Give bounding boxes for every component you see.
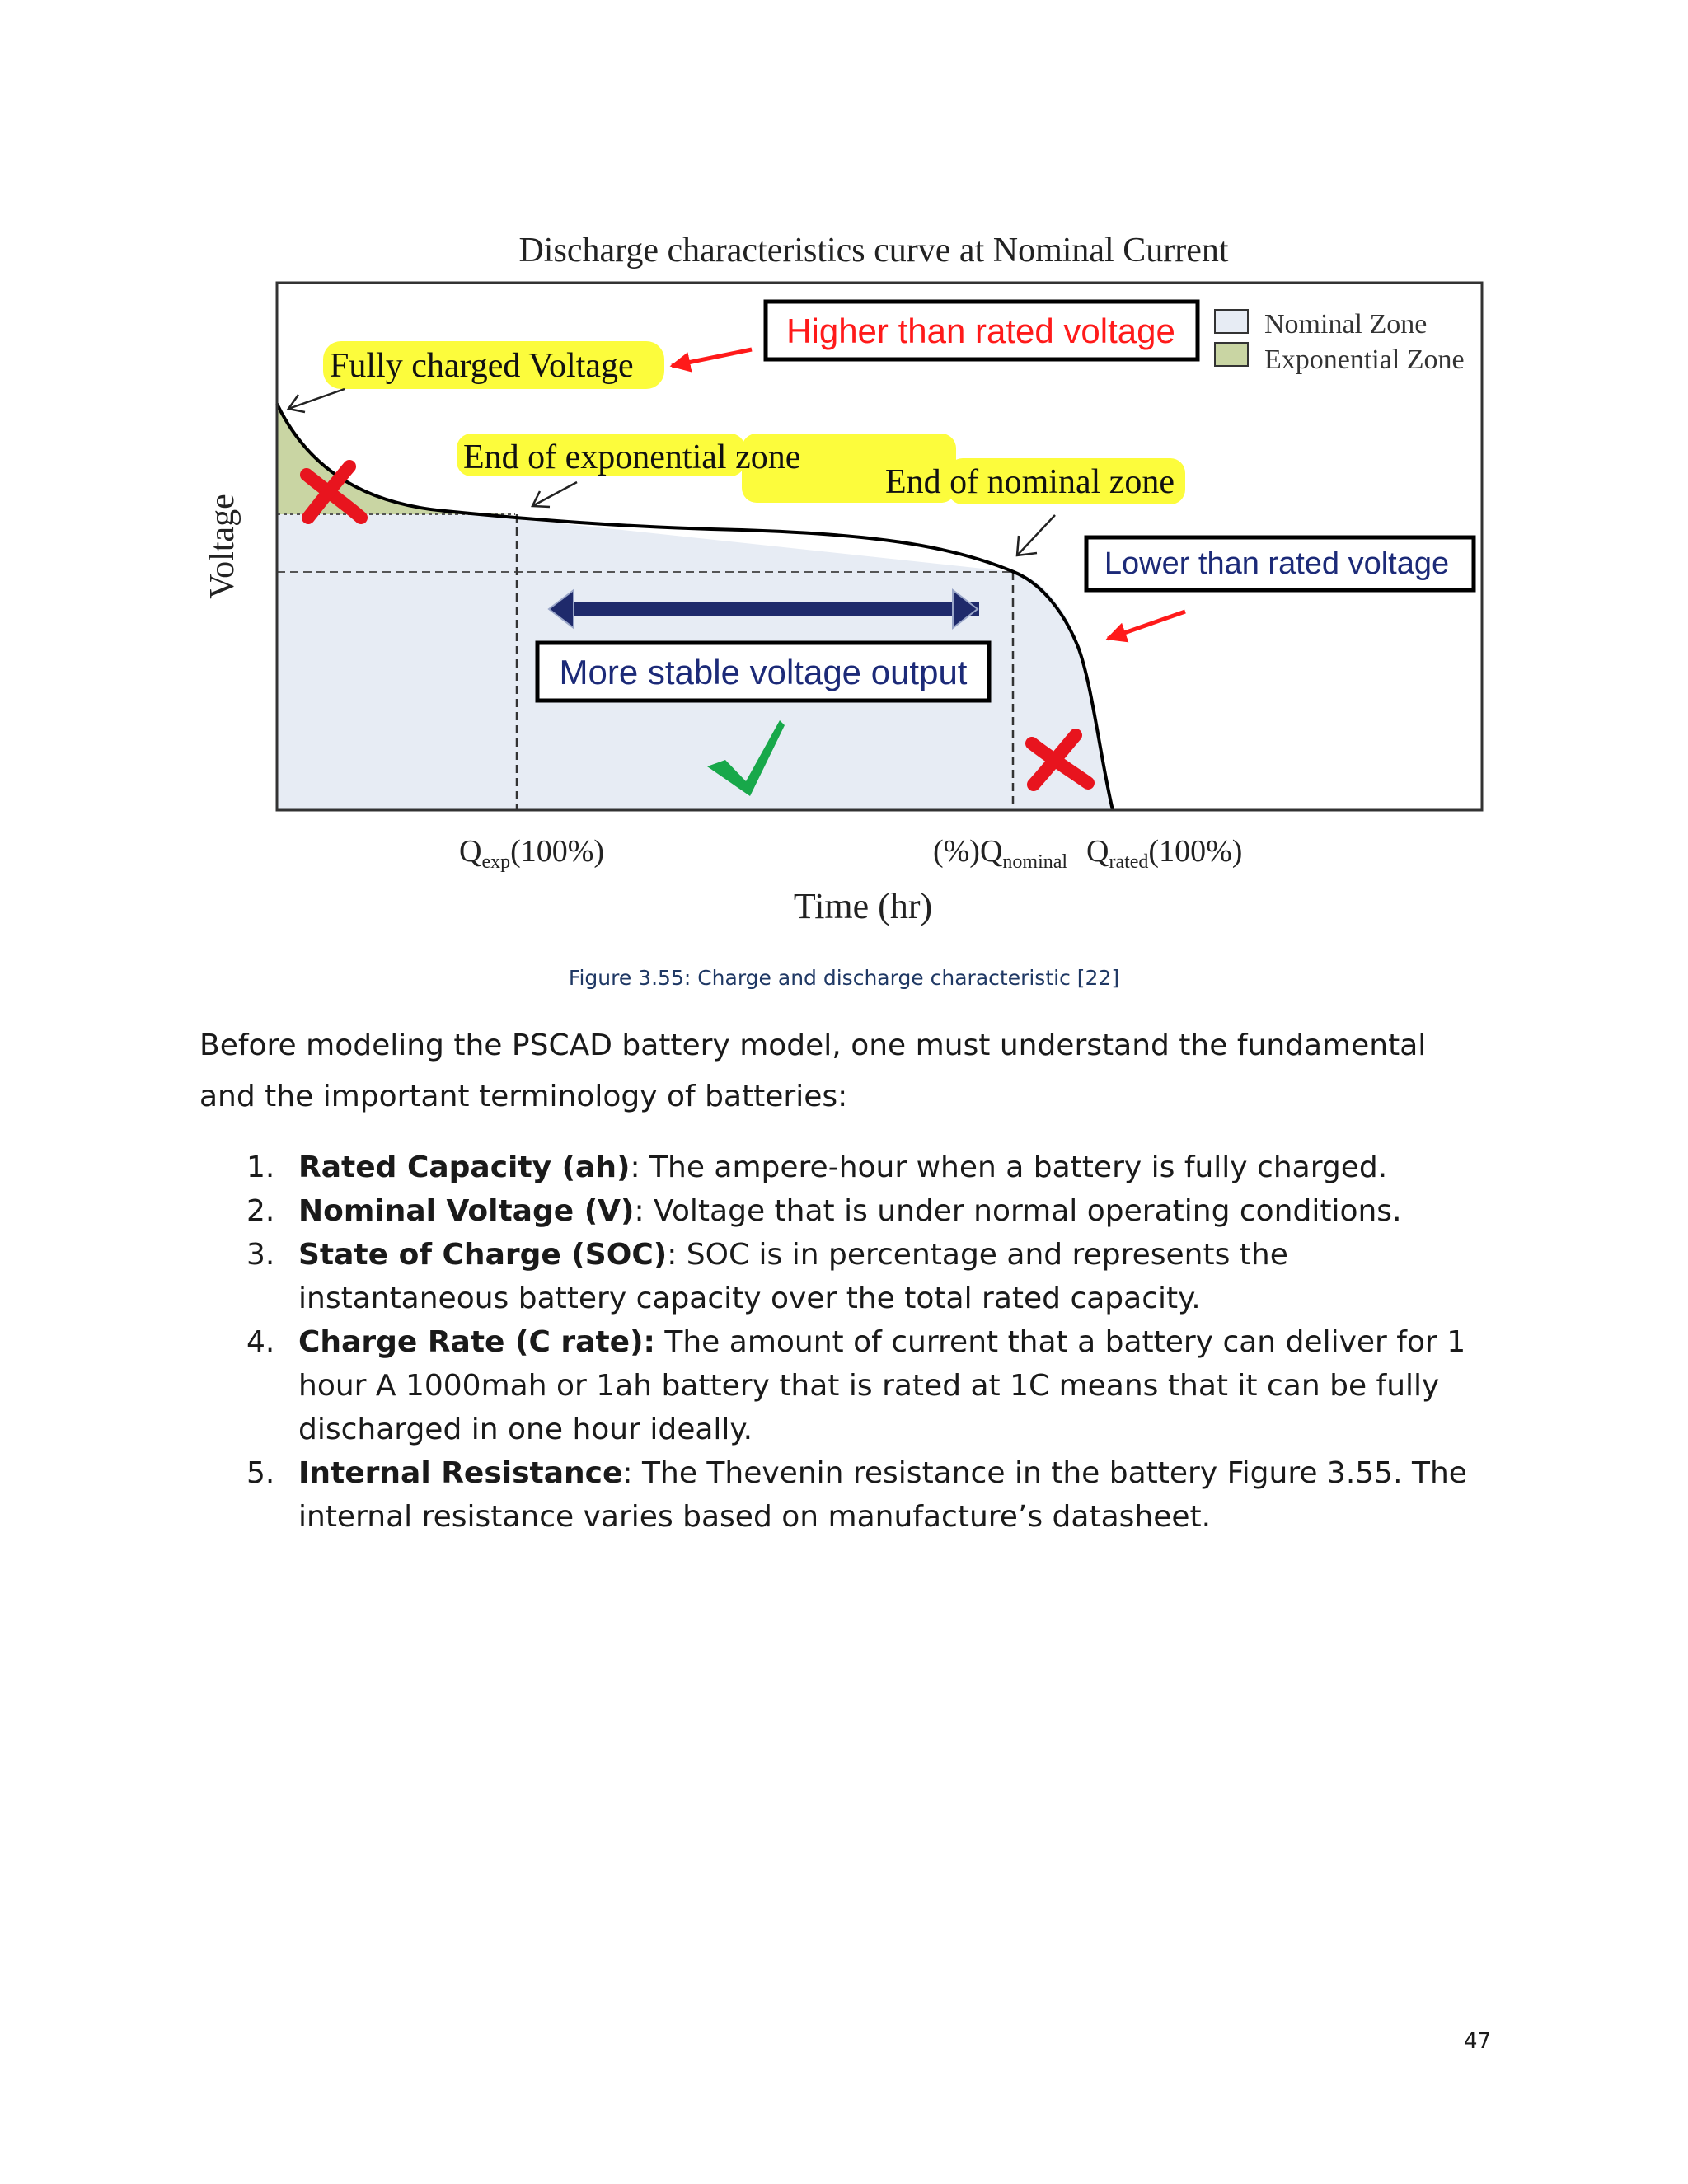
list-number: 5.: [246, 1456, 275, 1490]
definition-term-punctuation: :: [667, 1238, 678, 1272]
pointer-arrow-end-exponential: [532, 482, 577, 507]
x-axis-label: Time (hr): [793, 886, 933, 926]
annotation-higher-than-rated: Higher than rated voltage: [786, 312, 1175, 350]
page-number: 47: [1464, 2029, 1492, 2054]
definition-term: Internal Resistance: [298, 1456, 623, 1490]
discharge-figure: [0, 0, 1688, 956]
list-number: 3.: [246, 1238, 275, 1272]
list-number: 2.: [246, 1194, 275, 1228]
annotation-fully-charged: Fully charged Voltage: [330, 347, 634, 385]
definition-term-punctuation: :: [630, 1151, 640, 1184]
list-item: [199, 1146, 1502, 1189]
tick-q-rated: $Q_{rated}(100\%)$: [1086, 834, 1243, 873]
definition-term: Nominal Voltage (V): [298, 1194, 635, 1228]
tick-q-exp: $Q_{exp}(100\%)$: [459, 834, 605, 873]
definition-text: The amount of current that a battery can deliver for 1 hour A 1000mah or 1ah battery that is rated at 1C means that it can be fully discharged in one hour ideally.: [298, 1325, 1466, 1446]
list-item: [199, 1320, 1502, 1451]
legend-swatch-nominal: [1215, 310, 1248, 333]
legend: [1215, 309, 1465, 375]
definition-term: State of Charge (SOC): [298, 1238, 668, 1272]
definition-term: Charge Rate (C rate):: [298, 1325, 655, 1359]
definition-term-punctuation: :: [634, 1194, 645, 1228]
annotation-end-nominal: End of nominal zone: [885, 463, 1175, 501]
list-number: 4.: [246, 1325, 275, 1359]
figure-caption: Figure 3.55: Charge and discharge characteristic [22]: [568, 966, 1120, 990]
definition-text: The Thevenin resistance in the battery Figure 3.55. The internal resistance varies based on manufacture’s datasheet.: [298, 1456, 1467, 1534]
intro-paragraph: Before modeling the PSCAD battery model, one must understand the fundamental and the important terminology of batteries:: [199, 1029, 1427, 1113]
definition-text: SOC is in percentage and represents the instantaneous battery capacity over the total rated capacity.: [298, 1238, 1288, 1315]
figure-title: Discharge characteristics curve at Nominal Current: [518, 232, 1229, 269]
legend-swatch-exponential: [1215, 343, 1248, 366]
legend-label-exponential: Exponential Zone: [1264, 344, 1465, 375]
y-axis-label: Voltage: [204, 494, 241, 599]
list-item: [199, 1233, 1502, 1320]
red-arrow-lower-than-rated: [1108, 612, 1185, 639]
list-number: 1.: [246, 1151, 275, 1184]
annotation-end-exponential: End of exponential zone: [463, 438, 801, 476]
pointer-arrow-end-nominal: [1017, 515, 1055, 555]
red-arrow-fully-charged: [672, 349, 752, 366]
definition-text: Voltage that is under normal operating conditions.: [644, 1194, 1402, 1228]
definition-term: Rated Capacity (ah): [298, 1151, 631, 1184]
list-item: [199, 1189, 1502, 1233]
definition-term-punctuation: :: [622, 1456, 633, 1490]
annotation-lower-than-rated: Lower than rated voltage: [1104, 546, 1450, 581]
tick-q-nominal: $(\%)Q_{nominal}$: [933, 834, 1068, 873]
definition-text: The ampere-hour when a battery is fully charged.: [640, 1151, 1388, 1184]
annotation-more-stable: More stable voltage output: [559, 653, 968, 691]
pointer-arrow-fully-charged: [288, 389, 345, 412]
list-item: [199, 1451, 1502, 1539]
definitions-list: [199, 1146, 1502, 1539]
legend-label-nominal: Nominal Zone: [1264, 309, 1428, 340]
